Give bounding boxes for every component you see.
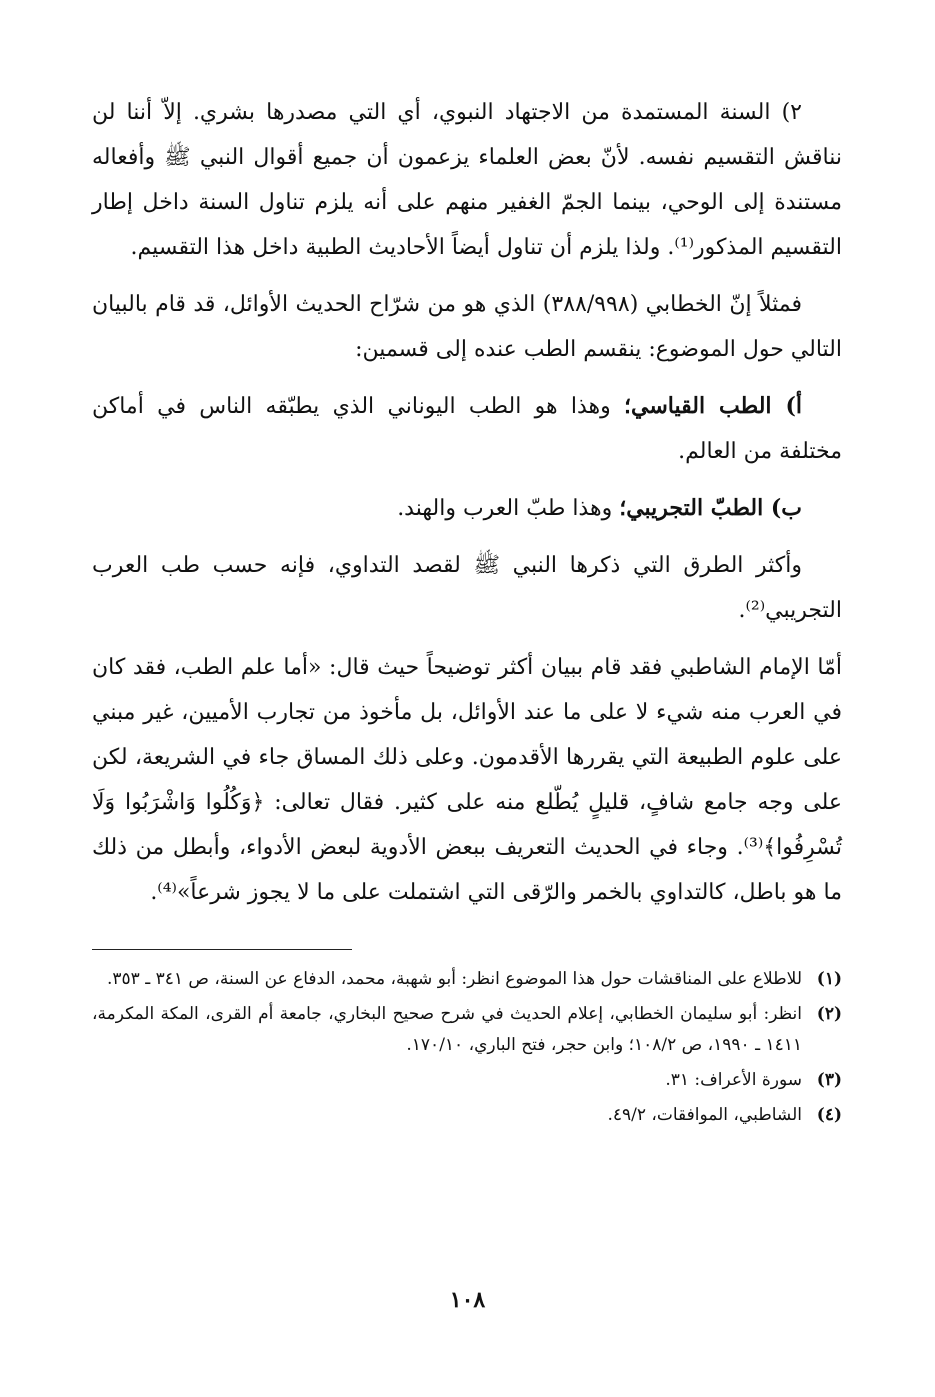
footnote	[92, 999, 842, 1061]
footnote	[92, 964, 842, 995]
footnote-number: (٣)	[816, 1070, 842, 1090]
list-item-a-text: وهذا هو الطب اليوناني الذي يطبّقه الناس في أماكن مختلفة من العالم.	[92, 394, 842, 464]
list-item-b-text: وهذا طبّ العرب والهند.	[397, 496, 620, 521]
list-item-b-label: ب) الطبّ التجريبي؛	[619, 495, 802, 521]
paragraph-3: وأكثر الطرق التي ذكرها النبي ﷺ لقصد التداوي، فإنه حسب طب العرب التجريبي⁽²⁾.	[92, 553, 842, 623]
paragraph-1: ٢) السنة المستمدة من الاجتهاد النبوي، أي التي مصدرها بشري. إلاّ أننا لن نناقش التقسيم نفسه. لأنّ بعض العلماء يزعمون أن جميع أقوال النبي ﷺ وأفعاله مستندة إلى الوحي، بينما الجمّ الغفير منهم على أنه يلزم تناول السنة داخل إطار التقسيم المذكور⁽¹⁾. ولذا يلزم أن تناول أيضاً الأحاديث الطبية داخل هذا التقسيم.	[92, 100, 842, 260]
paragraph-4: أمّا الإمام الشاطبي فقد قام ببيان أكثر توضيحاً حيث قال: «أما علم الطب، فقد كان في العرب منه شيء لا على ما عند الأوائل، بل مأخوذ من تجارب الأميين، غير مبني على علوم الطبيعة التي يقررها الأقدمون. وعلى ذلك المساق جاء في الشريعة، لكن على وجه جامع شافٍ، قليلٍ يُطّلع منه على كثير. فقال تعالى: ﴿وَكُلُوا وَاشْرَبُوا وَلَا تُسْرِفُوا﴾⁽³⁾. وجاء في الحديث التعريف ببعض الأدوية لبعض الأدواء، وأبطل من ذلك ما هو باطل، كالتداوي بالخمر والرّقى التي اشتملت على ما لا يجوز شرعاً»⁽⁴⁾.	[92, 655, 842, 905]
footnote-text: انظر: أبو سليمان الخطابي، إعلام الحديث في شرح صحيح البخاري، جامعة أم القرى، المكة المكرمة، ١٤١١ ـ ١٩٩٠، ص ١٠٨/٢؛ وابن حجر، فتح الباري، ١٧٠/١٠.	[92, 1004, 802, 1055]
footnote-divider	[92, 949, 352, 950]
footnote-number: (١)	[816, 969, 842, 989]
list-item-a-label: أ) الطب القياسي؛	[624, 393, 802, 419]
page-number: ١٠٨	[449, 1287, 486, 1313]
footnote	[92, 1100, 842, 1131]
list-item-b	[92, 486, 842, 531]
paragraph-2: فمثلاً إنّ الخطابي (٣٨٨/٩٩٨) الذي هو من شرّاح الحديث الأوائل، قد قام بالبيان التالي حول الموضوع: ينقسم الطب عنده إلى قسمين:	[92, 292, 842, 362]
footnote-text: سورة الأعراف: ٣١.	[665, 1070, 802, 1090]
footnote-number: (٢)	[816, 1004, 842, 1024]
footnote	[92, 1065, 842, 1096]
footnotes	[92, 964, 842, 1131]
list-item-a	[92, 384, 842, 474]
footnote-text: الشاطبي، الموافقات، ٤٩/٢.	[607, 1105, 802, 1125]
page-body	[92, 90, 842, 1135]
footnote-text: للاطلاع على المناقشات حول هذا الموضوع انظر: أبو شهبة، محمد، الدفاع عن السنة، ص ٣٤١ ـ ٣٥٣.	[107, 969, 802, 989]
footnote-number: (٤)	[816, 1105, 842, 1125]
